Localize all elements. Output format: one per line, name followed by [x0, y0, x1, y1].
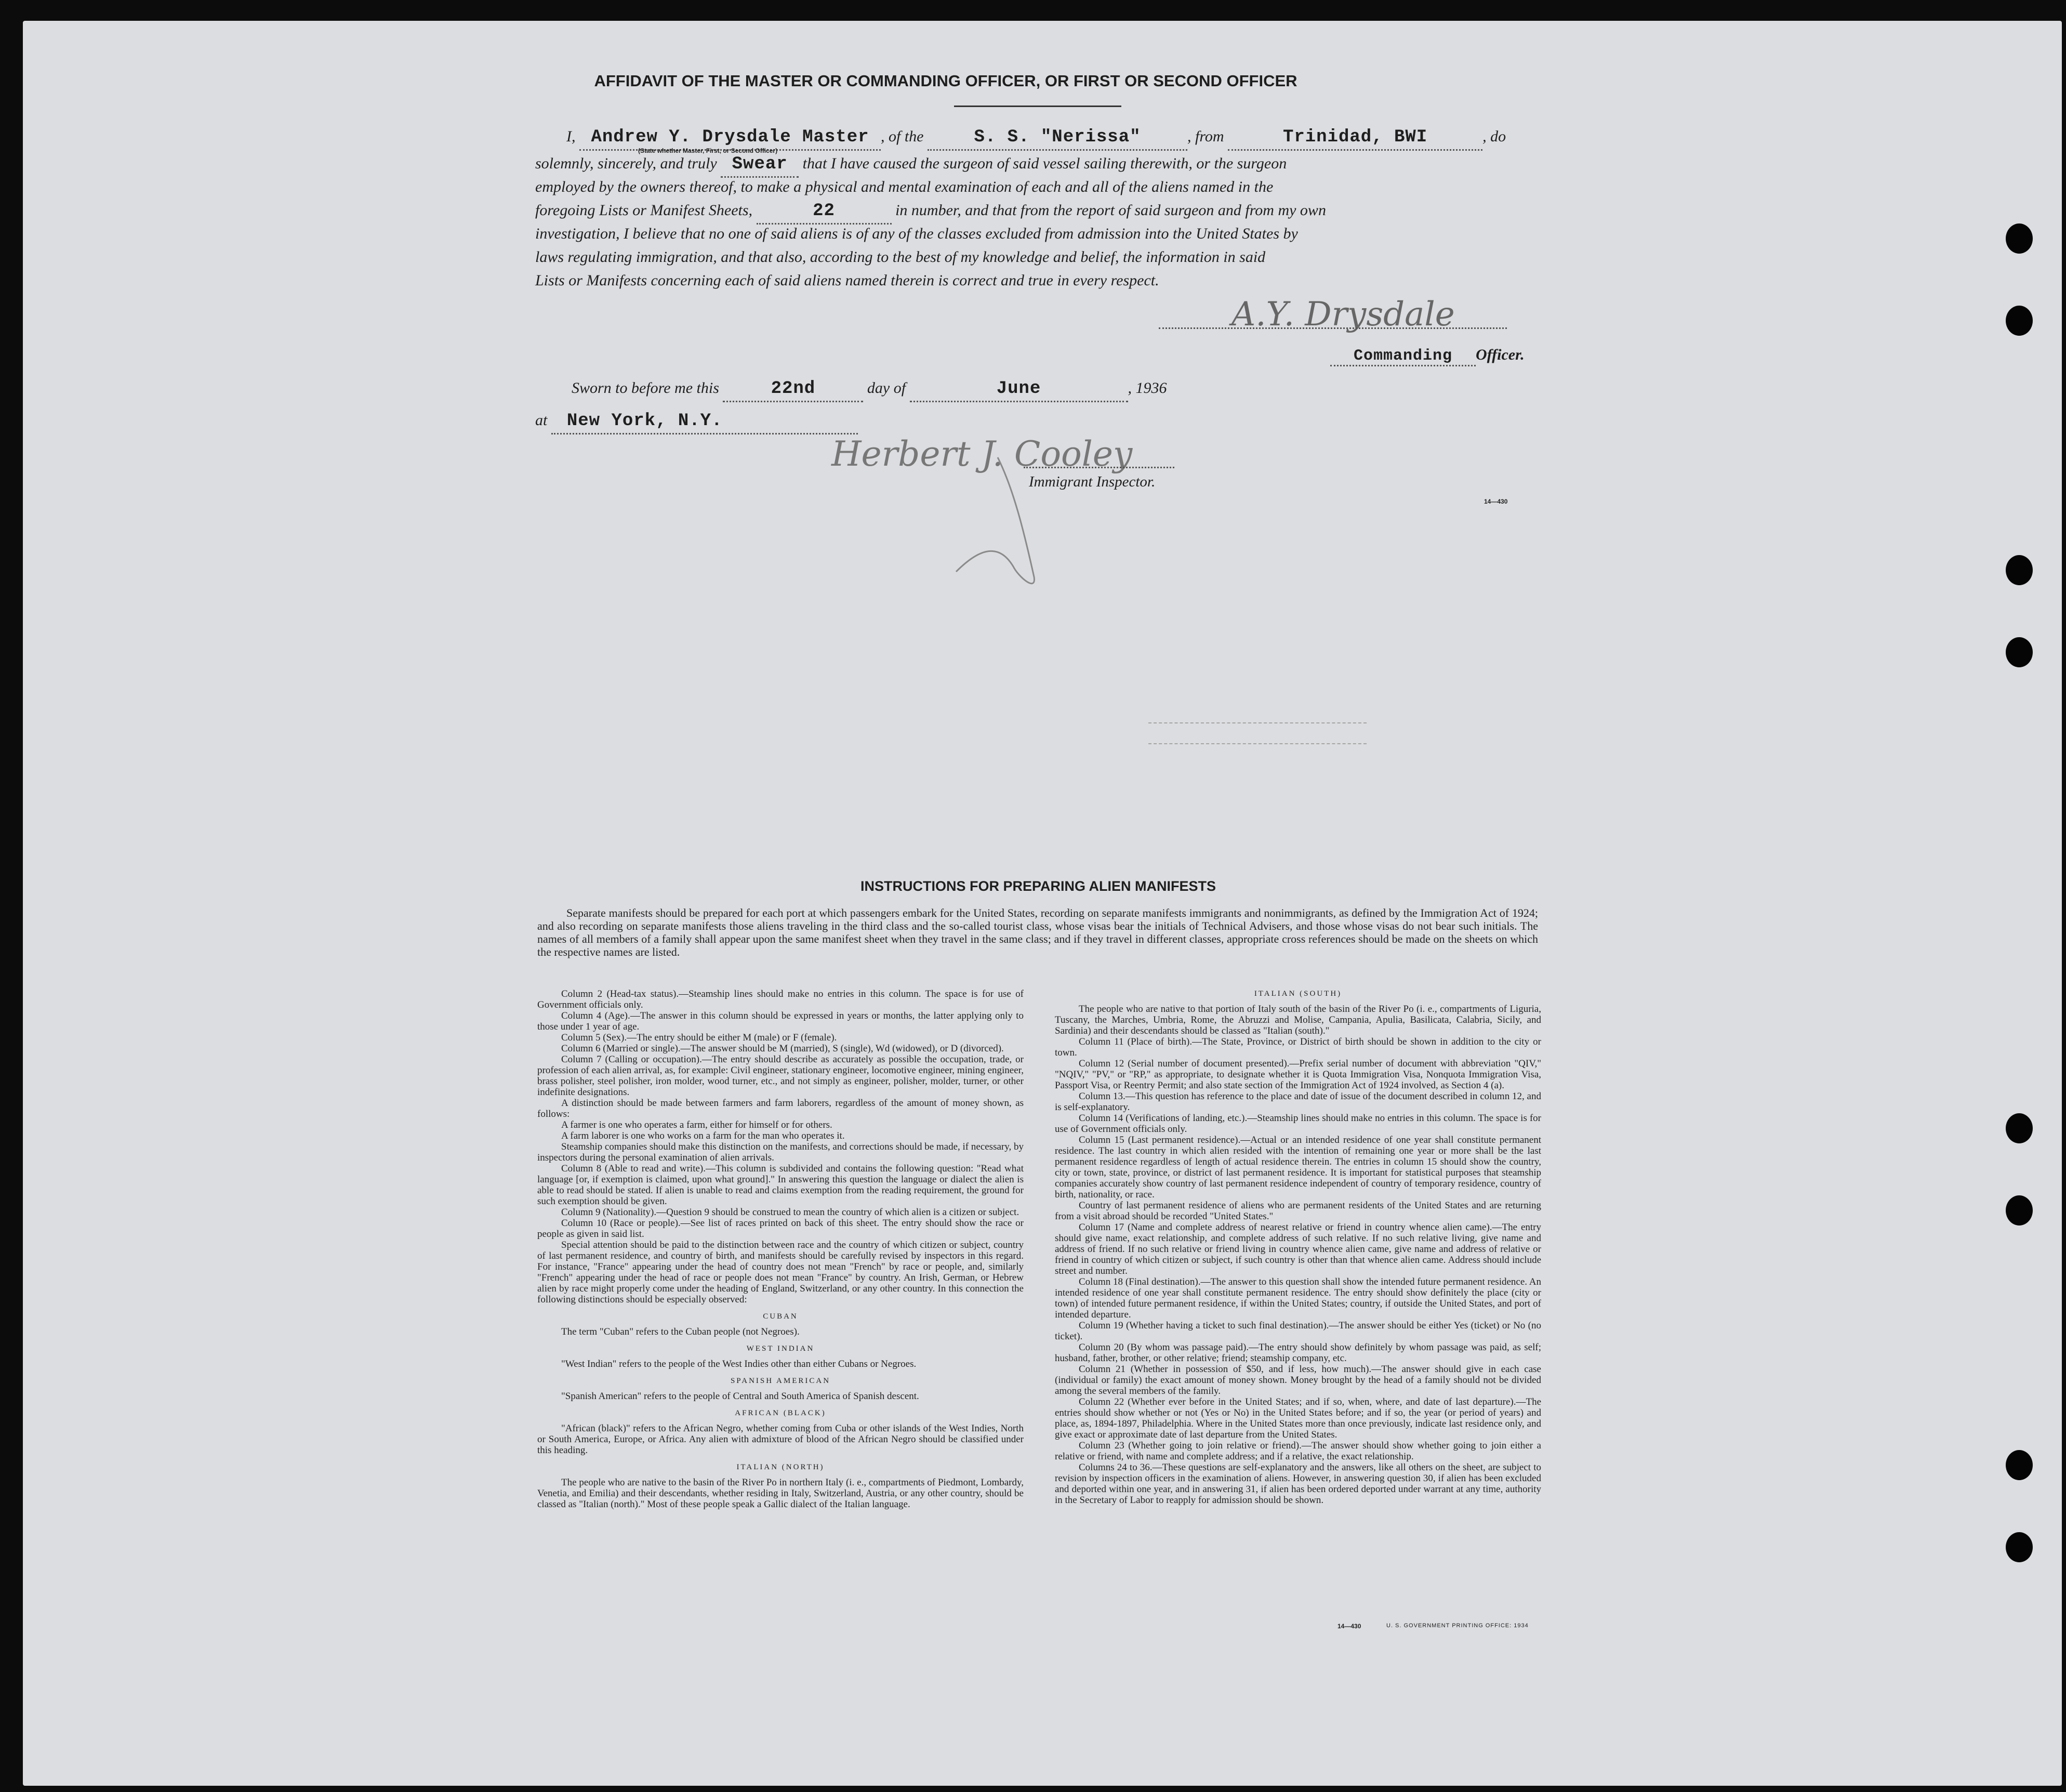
affidavit-text: foregoing Lists or Manifest Sheets, — [535, 202, 753, 219]
instruction-paragraph: Column 18 (Final destination).—The answer to this question shall show the intended future permanent residence. An intended residence of one year shall constitute permanent residence. The entry should show definitely the place (city or town) of intended future permanent residence, if within the United States; country, if outside the United States, and port of intended departure. — [1055, 1276, 1541, 1320]
affidavit-text: I, — [566, 128, 576, 145]
race-definition: "West Indian" refers to the people of the West Indies other than either Cubans or Negroes. — [561, 1359, 917, 1369]
instruction-paragraph: Column 20 (By whom was passage paid).—The entry should show definitely by whom passage was paid, as self; husband, father, brother, or other relative; friend; steamship company, etc. — [1055, 1342, 1541, 1364]
section-heading: AFRICAN (BLACK) — [735, 1409, 826, 1417]
punch-hole — [2006, 1195, 2033, 1226]
instruction-paragraph: Column 17 (Name and complete address of nearest relative or friend in country whence alien came).—The entry should give name, exact relationship, and complete address of such relative. If no such relative living, give name and address of friend. If no such relative or friend living in country whence alien came, give name and address of relative or friend in country of which citizen or subject, if such country is other than that whence alien came. Address should include street and number. — [1055, 1222, 1541, 1276]
instruction-paragraph: Column 11 (Place of birth).—The State, Province, or District of birth should be shown in addition to the city or town. — [1055, 1036, 1541, 1058]
punch-hole — [2006, 223, 2033, 254]
affidavit-line-4 — [535, 199, 1326, 225]
instruction-paragraph: Column 13.—This question has reference to the place and date of issue of the document described in column 12, and is self-explanatory. — [1055, 1091, 1541, 1113]
instructions-intro: Separate manifests should be prepared for each port at which passengers embark for the United States, recording on separate manifests immigrants and nonimmigrants, as defined by the Immigration Act of 1924; and also recording on separate manifests those aliens traveling in the third class and the so-called tourist class, whose visas bear the initials of Technical Advisers, and those whose visas do not bear such initials. The names of all members of a family shall appear upon the same manifest sheet when they travel in the same class; and if they travel in different classes, appropriate cross references should be made on the sheets on which the respective names are listed. — [537, 906, 1538, 958]
section-heading: WEST INDIAN — [746, 1345, 815, 1353]
instruction-paragraph: Country of last permanent residence of aliens who are permanent residents of the United States and are returning from a visit abroad should be recorded "United States." — [1055, 1200, 1541, 1222]
section-heading: SPANISH AMERICAN — [730, 1377, 831, 1385]
affidavit-text: , of the — [881, 128, 924, 145]
instructions-left-column — [537, 989, 1024, 1633]
affidavit-text: , from — [1187, 128, 1224, 145]
instruction-paragraph: A farmer is one who operates a farm, either for himself or for others. — [561, 1119, 832, 1130]
instruction-paragraph: Steamship companies should make this distinction on the manifests, and corrections should be made, if necessary, by inspectors during the personal examination of alien arrivals. — [537, 1141, 1024, 1163]
form-number: 14—430 — [1484, 498, 1508, 505]
instruction-paragraph: Column 6 (Married or single).—The answer should be M (married), S (single), Wd (widowed), or D (divorced). — [561, 1043, 1004, 1054]
inspector-signature: Herbert J. Cooley — [831, 434, 1133, 474]
sworn-line — [572, 376, 1167, 402]
affidavit-text: Sworn to before me this — [572, 379, 719, 397]
vessel-name-field: S. S. "Nerissa" — [928, 126, 1187, 151]
officer-note: (State whether Master, First, or Second Officer) — [638, 147, 778, 154]
section-heading: ITALIAN (NORTH) — [736, 1463, 825, 1471]
instruction-paragraph: Column 14 (Verifications of landing, etc.).—Steamship lines should make no entries in this column. The space is for use of Government officials only. — [1055, 1113, 1541, 1135]
affidavit-line-5: investigation, I believe that no one of said aliens is of any of the classes excluded from admission into the United States by — [535, 225, 1298, 242]
sworn-day-field: 22nd — [723, 377, 863, 402]
instruction-paragraph: Column 19 (Whether having a ticket to such final destination).—The answer should be either Yes (ticket) or No (no ticket). — [1055, 1320, 1541, 1342]
instruction-paragraph: A distinction should be made between farmers and farm laborers, regardless of the amount of money shown, as follows: — [537, 1098, 1024, 1119]
punch-hole — [2006, 1532, 2033, 1562]
affidavit-title: AFFIDAVIT OF THE MASTER OR COMMANDING OFFICER, OR FIRST OR SECOND OFFICER — [594, 72, 1297, 90]
punch-hole — [2006, 1113, 2033, 1143]
punch-hole — [2006, 555, 2033, 585]
signature-line — [1159, 327, 1507, 329]
punch-hole — [2006, 306, 2033, 336]
affidavit-line-2 — [535, 152, 1543, 178]
affidavit-text: day of — [867, 379, 906, 397]
affidavit-line-3: employed by the owners thereof, to make a physical and mental examination of each and all of the aliens named in the — [535, 178, 1274, 195]
right-paragraphs — [1055, 1004, 1541, 1506]
sworn-place-field: New York, N.Y. — [551, 410, 858, 434]
inspector-line — [1024, 467, 1174, 468]
punch-hole — [2006, 1450, 2033, 1480]
race-definition: The people who are native to the basin of the River Po in northern Italy (i. e., compartments of Piedmont, Lombardy, Venetia, and Emilia) and their descendants, whether residing in Italy, Switzerland, Austria, or any other country, should be classed as "Italian (north)." Most of these people speak a Gallic dialect of the Italian language. — [537, 1477, 1024, 1510]
instruction-paragraph: The people who are native to that portion of Italy south of the basin of the River Po (i. e., compartments of Liguria, Tuscany, the Marches, Umbria, Rome, the Abruzzi and Molise, Campania, Apulia, Basilicata, Calabria, Sicily, and Sardinia) and their descendants should be classed as "Italian (south)." — [1055, 1004, 1541, 1036]
affidavit-text: that I have caused the surgeon of said vessel sailing therewith, or the surgeon — [802, 155, 1287, 172]
instruction-paragraph: Column 7 (Calling or occupation).—The entry should describe as accurately as possible the occupation, trade, or profession of each alien arrival, as, for example: Civil engineer, stationary engineer, locomotive engineer, mining engineer, brass polisher, steel polisher, iron molder, wood turner, etc., and not simply as engineer, polisher, molder, turner, or other indefinite designations. — [537, 1054, 1024, 1098]
instruction-paragraph: Column 4 (Age).—The answer in this column should be expressed in years or months, the latter applying only to those under 1 year of age. — [537, 1010, 1024, 1032]
instruction-paragraph: Column 12 (Serial number of document presented).—Prefix serial number of document with abbreviation "QIV," "NQIV," "PV," or "RP," as appropriate, to designate whether it is Quota Immigration Visa, Nonquota Immigration Visa, Passport Visa, or Reentry Permit; and also state section of the Immigration Act of 1924 involved, as Section 4 (a). — [1055, 1058, 1541, 1091]
instruction-paragraph: Column 15 (Last permanent residence).—Actual or an intended residence of one year shall constitute permanent residence. The last country in which alien resided with the intention of remaining one year or more shall be the last permanent residence regardless of length of actual residence therein. The entries in column 15 should show the country, city or town, state, province, or district of last permanent residence. It is important for statistical purposes that steamship companies accurately show country of last permanent residence independent of country of temporary residence, country of birth, nationality, or race. — [1055, 1135, 1541, 1200]
instructions-title: INSTRUCTIONS FOR PREPARING ALIEN MANIFESTS — [860, 878, 1216, 894]
faint-marks — [1148, 743, 1367, 744]
instruction-paragraph: Columns 24 to 36.—These questions are self-explanatory and the answers, like all others on the sheet, are subject to revision by inspection officers in the examination of aliens. However, in answering question 30, if alien has been excluded and deported within one year, and in answering 31, if alien has been ordered deported under warrant at any time, authority in the Secretary of Labor to reapply for admission should be shown. — [1055, 1462, 1541, 1506]
instruction-paragraph: Column 22 (Whether ever before in the United States; and if so, when, where, and date of last departure).—The entries should show whether or not (Yes or No) in the United States before; and if so, the year (or period of years) and place, as, 1894-1897, Philadelphia. Where in the United States more than once previously, indicate last residence only, and give exact or approximate date of last departure from the United States. — [1055, 1396, 1541, 1440]
affidavit-text: at — [535, 412, 548, 429]
affidavit-text: in number, and that from the report of said surgeon and from my own — [895, 202, 1326, 219]
affidavit-text: solemnly, sincerely, and truly — [535, 155, 717, 172]
officer-name-field: Andrew Y. Drysdale Master — [579, 126, 881, 151]
footer-form-number: 14—430 — [1337, 1623, 1361, 1630]
instruction-paragraph: Column 23 (Whether going to join relative or friend).—The answer should show whether going to join either a relative or friend, with name and complete address; and if a relative, the exact relationship. — [1055, 1440, 1541, 1462]
left-paragraphs — [537, 989, 1024, 1305]
race-definition: "Spanish American" refers to the people of Central and South America of Spanish descent. — [561, 1391, 919, 1402]
race-definition: "African (black)" refers to the African Negro, whether coming from Cuba or other islands of the West Indies, North or South America, Europe, or Africa. Any alien with admixture of blood of the African Negro should be classified under this heading. — [537, 1423, 1024, 1456]
affidavit-line-6: laws regulating immigration, and that also, according to the best of my knowledge and belief, the information in said — [535, 248, 1266, 266]
inspector-title: Immigrant Inspector. — [1029, 473, 1156, 490]
title-rule — [954, 106, 1121, 107]
sworn-month-field: June — [910, 377, 1128, 402]
affidavit-text: , do — [1482, 128, 1506, 145]
instruction-paragraph: Column 8 (Able to read and write).—This column is subdivided and contains the following question: "Read what language [or, if exemption is claimed, upon what ground]." In answering this question the language or dialect the alien is able to read should be stated. If alien is unable to read and claims exemption from the reading requirement, the ground for such exemption should be given. — [537, 1163, 1024, 1207]
place-line — [535, 409, 858, 434]
officer-rank-field: Commanding — [1330, 347, 1476, 366]
instruction-paragraph: A farm laborer is one who works on a farm for the man who operates it. — [561, 1130, 845, 1141]
faint-marks — [1148, 722, 1367, 723]
officer-signature: A.Y. Drysdale — [1231, 295, 1455, 334]
instruction-paragraph: Column 9 (Nationality).—Question 9 should be construed to mean the country of which alien is a citizen or subject. — [561, 1207, 1019, 1218]
oath-type-field: Swear — [721, 153, 799, 178]
officer-rank-line — [1330, 343, 1525, 366]
section-heading: ITALIAN (SOUTH) — [1254, 990, 1342, 998]
race-definition: The term "Cuban" refers to the Cuban people (not Negroes). — [561, 1326, 800, 1337]
instruction-paragraph: Column 21 (Whether in possession of $50, and if less, how much).—The answer should give in each case (individual or family) the exact amount of money shown. Money brought by the head of a family should not be divided among the several members of the family. — [1055, 1364, 1541, 1396]
instructions-right-column — [1055, 989, 1541, 1633]
officer-suffix: Officer. — [1476, 346, 1525, 363]
section-heading: CUBAN — [763, 1312, 798, 1321]
punch-hole — [2006, 637, 2033, 667]
instruction-paragraph: Column 2 (Head-tax status).—Steamship lines should make no entries in this column. The space is for use of Government officials only. — [537, 989, 1024, 1010]
race-sections — [537, 1311, 1024, 1510]
instruction-paragraph: Column 5 (Sex).—The entry should be either M (male) or F (female). — [561, 1032, 837, 1043]
instruction-paragraph: Column 10 (Race or people).—See list of races printed on back of this sheet. The entry should show the race or people as given in said list. — [537, 1218, 1024, 1240]
instruction-paragraph: Special attention should be paid to the distinction between race and the country of which citizen or subject, country of last permanent residence, and country of birth, and manifests should be carefully revised by inspectors in this regard. For instance, "France" appearing under the head of country does not mean "French" by race or people, and, similarly "French" appearing under the head of race or people does not mean "France" by country. An Irish, German, or Hebrew alien by race might properly come under the heading of England, Switzerland, or any other country. In this connection the following distinctions should be especially observed: — [537, 1240, 1024, 1305]
sheet-count-field: 22 — [757, 200, 892, 225]
departure-port-field: Trinidad, BWI — [1228, 126, 1482, 151]
sworn-year: , 1936 — [1128, 379, 1167, 397]
printer-imprint: U. S. GOVERNMENT PRINTING OFFICE: 1934 — [1386, 1623, 1529, 1629]
affidavit-line-7: Lists or Manifests concerning each of said aliens named therein is correct and true in every respect. — [535, 272, 1159, 289]
